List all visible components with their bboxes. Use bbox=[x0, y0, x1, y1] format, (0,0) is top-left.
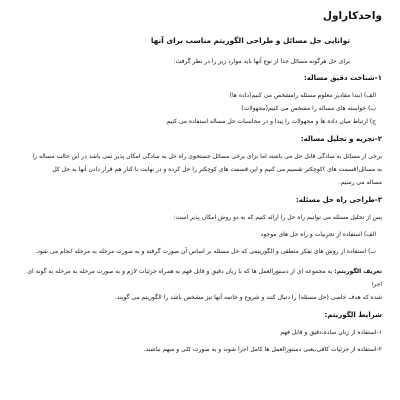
section-3-intro: پس از تحلیل مسئله می توانیم راه حل را ارائه کنیم که به دو روش امکان پذیر است: bbox=[173, 214, 382, 221]
condition-item-1: ۱-استفاده از زبان ساده،دقیق و قابل فهم bbox=[280, 329, 382, 336]
definition-line-1: به مجموعه ای از دستورالعمل ها که با زبان دقیق و قابل فهم به همراه جزئیات لازم و به صورت مرحله به مرحله به گونه ای اجرا bbox=[27, 268, 382, 288]
section-3-item-b: ب) استفاده از روش های تفکر منطقی و الگوریتمی که حل مسئله بر اساس آن صورت گرفته و به صورت مرحله به مرحله انجام می شود. bbox=[35, 248, 376, 255]
section-2-line-2: به مسائل(قسمت های )کوچکتر تقسیم می کنیم و این قسمت های کوچکتر را حل کرده و در نهایت با کنار هم قرار دادن آنها به حل کل bbox=[52, 166, 382, 173]
section-2-heading: ۲-تجزیه و تحلیل مساله: bbox=[300, 135, 382, 143]
section-3-heading: ۳-طراحی راه حل مسئله: bbox=[295, 196, 382, 204]
section-2-line-1: برخی از مسائل به سادگی قابل حل می باشند اما برای برخی مسائل جستجوی راه حل به سادگی امکان پذیر نمی باشد در این حالت مساله را bbox=[32, 153, 382, 160]
section-1-item-a: الف) ابتدا مقادیر معلوم مسئله رامشخص می کنیم(داده ها) bbox=[229, 92, 376, 99]
doc-subtitle: توانایی حل مسائل و طراحی الگوریتم مناسب برای آنها bbox=[150, 36, 350, 45]
section-1-item-b: ب) خواسته های مساله را مشخص می کنیم(مجهولات) bbox=[241, 105, 376, 112]
definition-label: تعریف الگوریتم: bbox=[334, 268, 382, 275]
section-2-line-3: مساله می رسیم. bbox=[338, 179, 382, 186]
section-1-item-c: ج) ارتباط میان داده ها و مجهولات را پیدا و در محاسبات حل مساله استفاده می کنیم bbox=[166, 118, 376, 125]
definition-paragraph bbox=[18, 265, 382, 291]
definition-line-2: شده که هدف خاصی (حل مسئله) را دنبال کنند و شروع و خاتمه آنها نیز مشخص باشد را الگوریتم می گویند. bbox=[115, 294, 382, 301]
intro-text: برای حل هرگونه مسائل جدا از نوع آنها باید موارد زیر را در نظر گرفت: bbox=[173, 58, 350, 65]
unit-title: واحدکاراول bbox=[322, 10, 382, 22]
condition-item-2: ۲-استفاده از جزئیات کافی،یعنی دستورالعمل ها کامل اجرا شوند و به صورت کلی و مبهم نباشند. bbox=[143, 346, 382, 353]
conditions-heading: شرایط الگوریتم: bbox=[324, 311, 382, 319]
section-3-item-a: الف) استفاده از تجربیات و راه حل های موجود bbox=[260, 231, 376, 238]
section-1-heading: ۱-شناخت دقیق مساله: bbox=[304, 74, 382, 82]
